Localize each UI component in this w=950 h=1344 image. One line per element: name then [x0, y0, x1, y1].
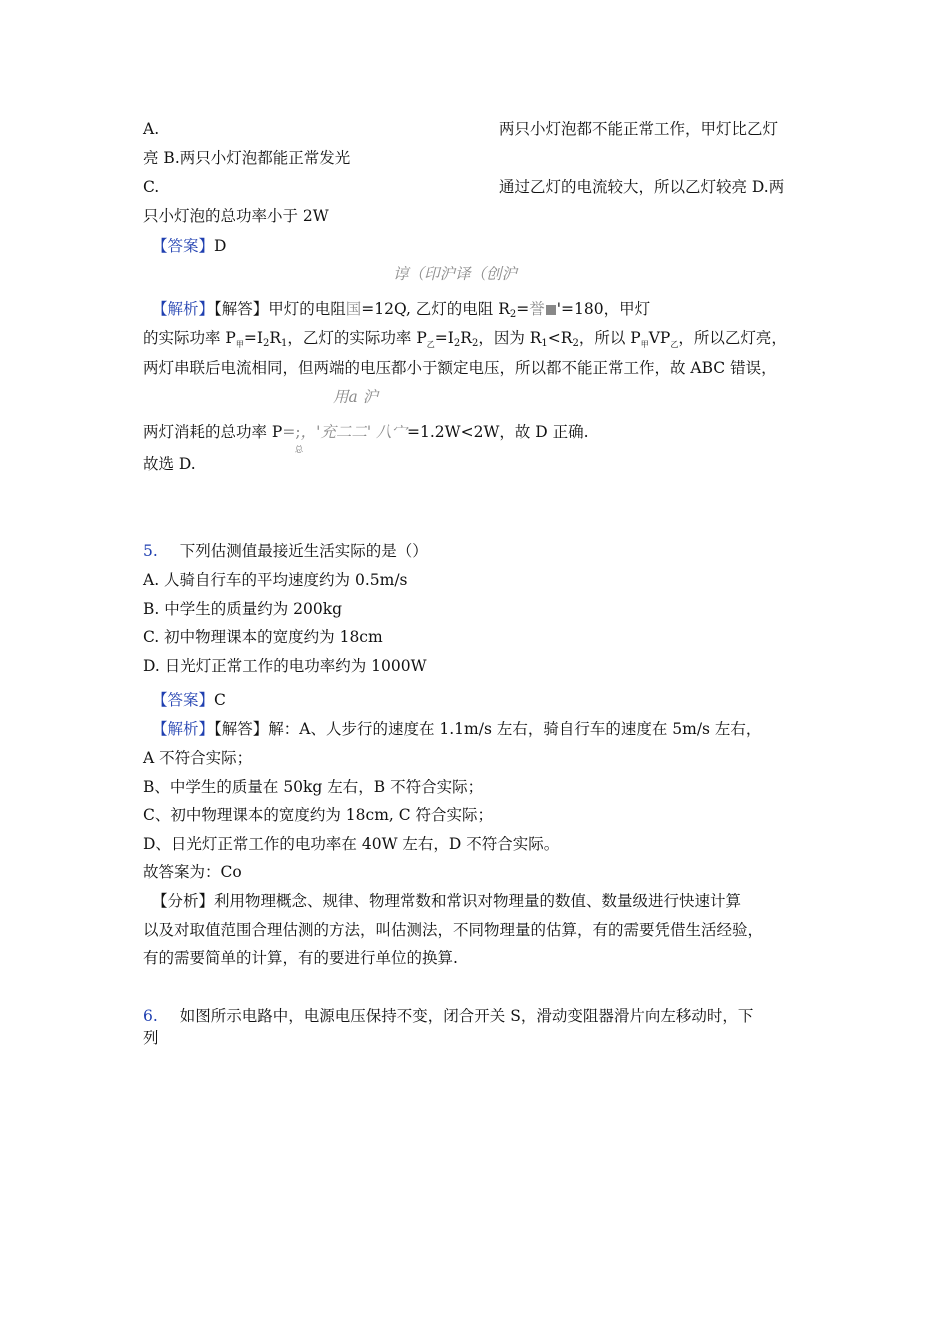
power-c: R	[269, 329, 282, 347]
garbled-formula: 谆（印沪译（创沪	[393, 265, 518, 283]
q5-option-d: D. 日光灯正常工作的电功率约为 1000W	[143, 657, 427, 675]
q5-stem-line	[143, 541, 428, 561]
r1-value: =12Q, 乙灯的电阻 R	[361, 300, 510, 318]
q5-analysis-line-a: A 不符合实际；	[143, 749, 253, 767]
total-a: 两灯消耗的总功率 P	[143, 423, 283, 441]
q5-number: 5.	[143, 542, 158, 560]
total-eq: =;	[282, 423, 301, 441]
q4-garbled-2	[333, 387, 378, 407]
q5-analysis-line	[152, 719, 761, 739]
q4-option-c-label: C.	[143, 178, 160, 196]
guo-glyph: 国	[345, 300, 362, 318]
power-h: <R	[547, 329, 573, 347]
q6-number: 6.	[143, 1007, 158, 1025]
total-garble: ，'充二二' 八宀	[300, 423, 408, 441]
analysis-head: 【解答】甲灯的电阻	[214, 300, 346, 318]
q5-analysis-line-b: B、中学生的质量在 50kg 左右，B 不符合实际；	[143, 778, 484, 796]
q4-option-c-text: 通过乙灯的电流较大，所以乙灯较亮 D.两	[499, 178, 785, 196]
total-small-glyph: 总	[295, 445, 303, 454]
answer-tag: 【答案】	[152, 691, 215, 709]
q5-option-b: B. 中学生的质量约为 200kg	[143, 600, 343, 618]
sub-yi: 乙	[426, 340, 435, 349]
yu-glyph: 誉	[529, 300, 545, 318]
sub-jia: 甲	[235, 340, 244, 349]
q4-series-line: 两灯串联后电流相同，但两端的电压都小于额定电压，所以都不能正常工作，故 ABC 错误，	[143, 359, 777, 377]
analysis-tag: 【解析】	[152, 300, 215, 318]
sub-2d: 2	[572, 338, 579, 349]
q6-stem: 如图所示电路中，电源电压保持不变，闭合开关 S，滑动变阻器滑片向左移动时，下	[179, 1007, 754, 1025]
q5-analysis-line-d: D、日光灯正常工作的电功率在 40W 左右，D 不符合实际。	[143, 835, 560, 853]
equals: =	[516, 300, 530, 318]
q5-fenxi-1: 【分析】利用物理概念、规律、物理常数和常识对物理量的数值、数量级进行快速计算	[152, 892, 742, 910]
q4-garbled-formula	[393, 264, 517, 284]
r2-value: '=180，甲灯	[556, 300, 651, 318]
q4-conclusion: 故选 D.	[143, 455, 196, 473]
analysis-head: 【解答】解：A、人步行的速度在 1.1m/s 左右，骑自行车的速度在 5m/s 左右，	[214, 720, 762, 738]
answer-value: D	[214, 237, 227, 255]
sub-2b: 2	[453, 338, 461, 349]
total-b: =1.2W<2W，故 D 正确.	[407, 423, 589, 441]
q5-option-c: C. 初中物理课本的宽度约为 18cm	[143, 628, 383, 646]
power-j: VP	[648, 329, 671, 347]
sub-1b: 1	[541, 338, 548, 349]
q4-option-a-continued: 亮 B.两只小灯泡都能正常发光	[143, 149, 351, 167]
power-i: ，所以 P	[578, 329, 641, 347]
power-f: R	[460, 329, 472, 347]
sub-2: 2	[262, 338, 270, 349]
garbled-formula-2: 用a 沪	[333, 388, 379, 406]
power-d: ，乙灯的实际功率 P	[287, 329, 427, 347]
sub-jia-b: 甲	[640, 340, 649, 349]
q4-option-a-text: 两只小灯泡都不能正常工作，甲灯比乙灯	[499, 120, 779, 138]
q6-stem-line	[143, 1006, 753, 1026]
q4-power-line	[143, 328, 787, 355]
sub-1: 1	[281, 338, 288, 349]
q5-fenxi-3: 有的需要简单的计算，有的要进行单位的换算.	[143, 949, 458, 967]
q4-option-c-continued: 只小灯泡的总功率小于 2W	[143, 207, 329, 225]
power-a: 的实际功率 P	[143, 329, 236, 347]
q5-final-answer: 故答案为：Co	[143, 863, 242, 881]
sub-2c: 2	[471, 338, 479, 349]
q5-option-a: A. 人骑自行车的平均速度约为 0.5m/s	[143, 571, 408, 589]
q4-answer-line	[152, 236, 226, 256]
redacted-block	[546, 305, 556, 315]
sub-yi-b: 乙	[670, 340, 679, 349]
power-g: ，因为 R	[478, 329, 542, 347]
answer-tag: 【答案】	[152, 237, 215, 255]
r2-subscript: 2	[509, 309, 517, 320]
q5-answer-line	[152, 690, 226, 710]
q6-stem-continued: 列	[143, 1029, 159, 1047]
q5-analysis-line-c: C、初中物理课本的宽度约为 18cm, C 符合实际；	[143, 806, 494, 824]
power-e: =I	[434, 329, 454, 347]
analysis-tag: 【解析】	[152, 720, 215, 738]
q4-total-power-line	[143, 422, 589, 442]
q4-analysis-line	[152, 299, 650, 325]
answer-value: C	[214, 691, 226, 709]
q5-stem: 下列估测值最接近生活实际的是（）	[179, 542, 428, 560]
power-b: =I	[243, 329, 263, 347]
q5-fenxi-2: 以及对取值范围合理估测的方法，叫估测法，不同物理量的估算，有的需要凭借生活经验，	[143, 921, 764, 939]
power-k: ，所以乙灯亮，	[678, 329, 787, 347]
q4-option-a-label: A.	[143, 120, 160, 138]
